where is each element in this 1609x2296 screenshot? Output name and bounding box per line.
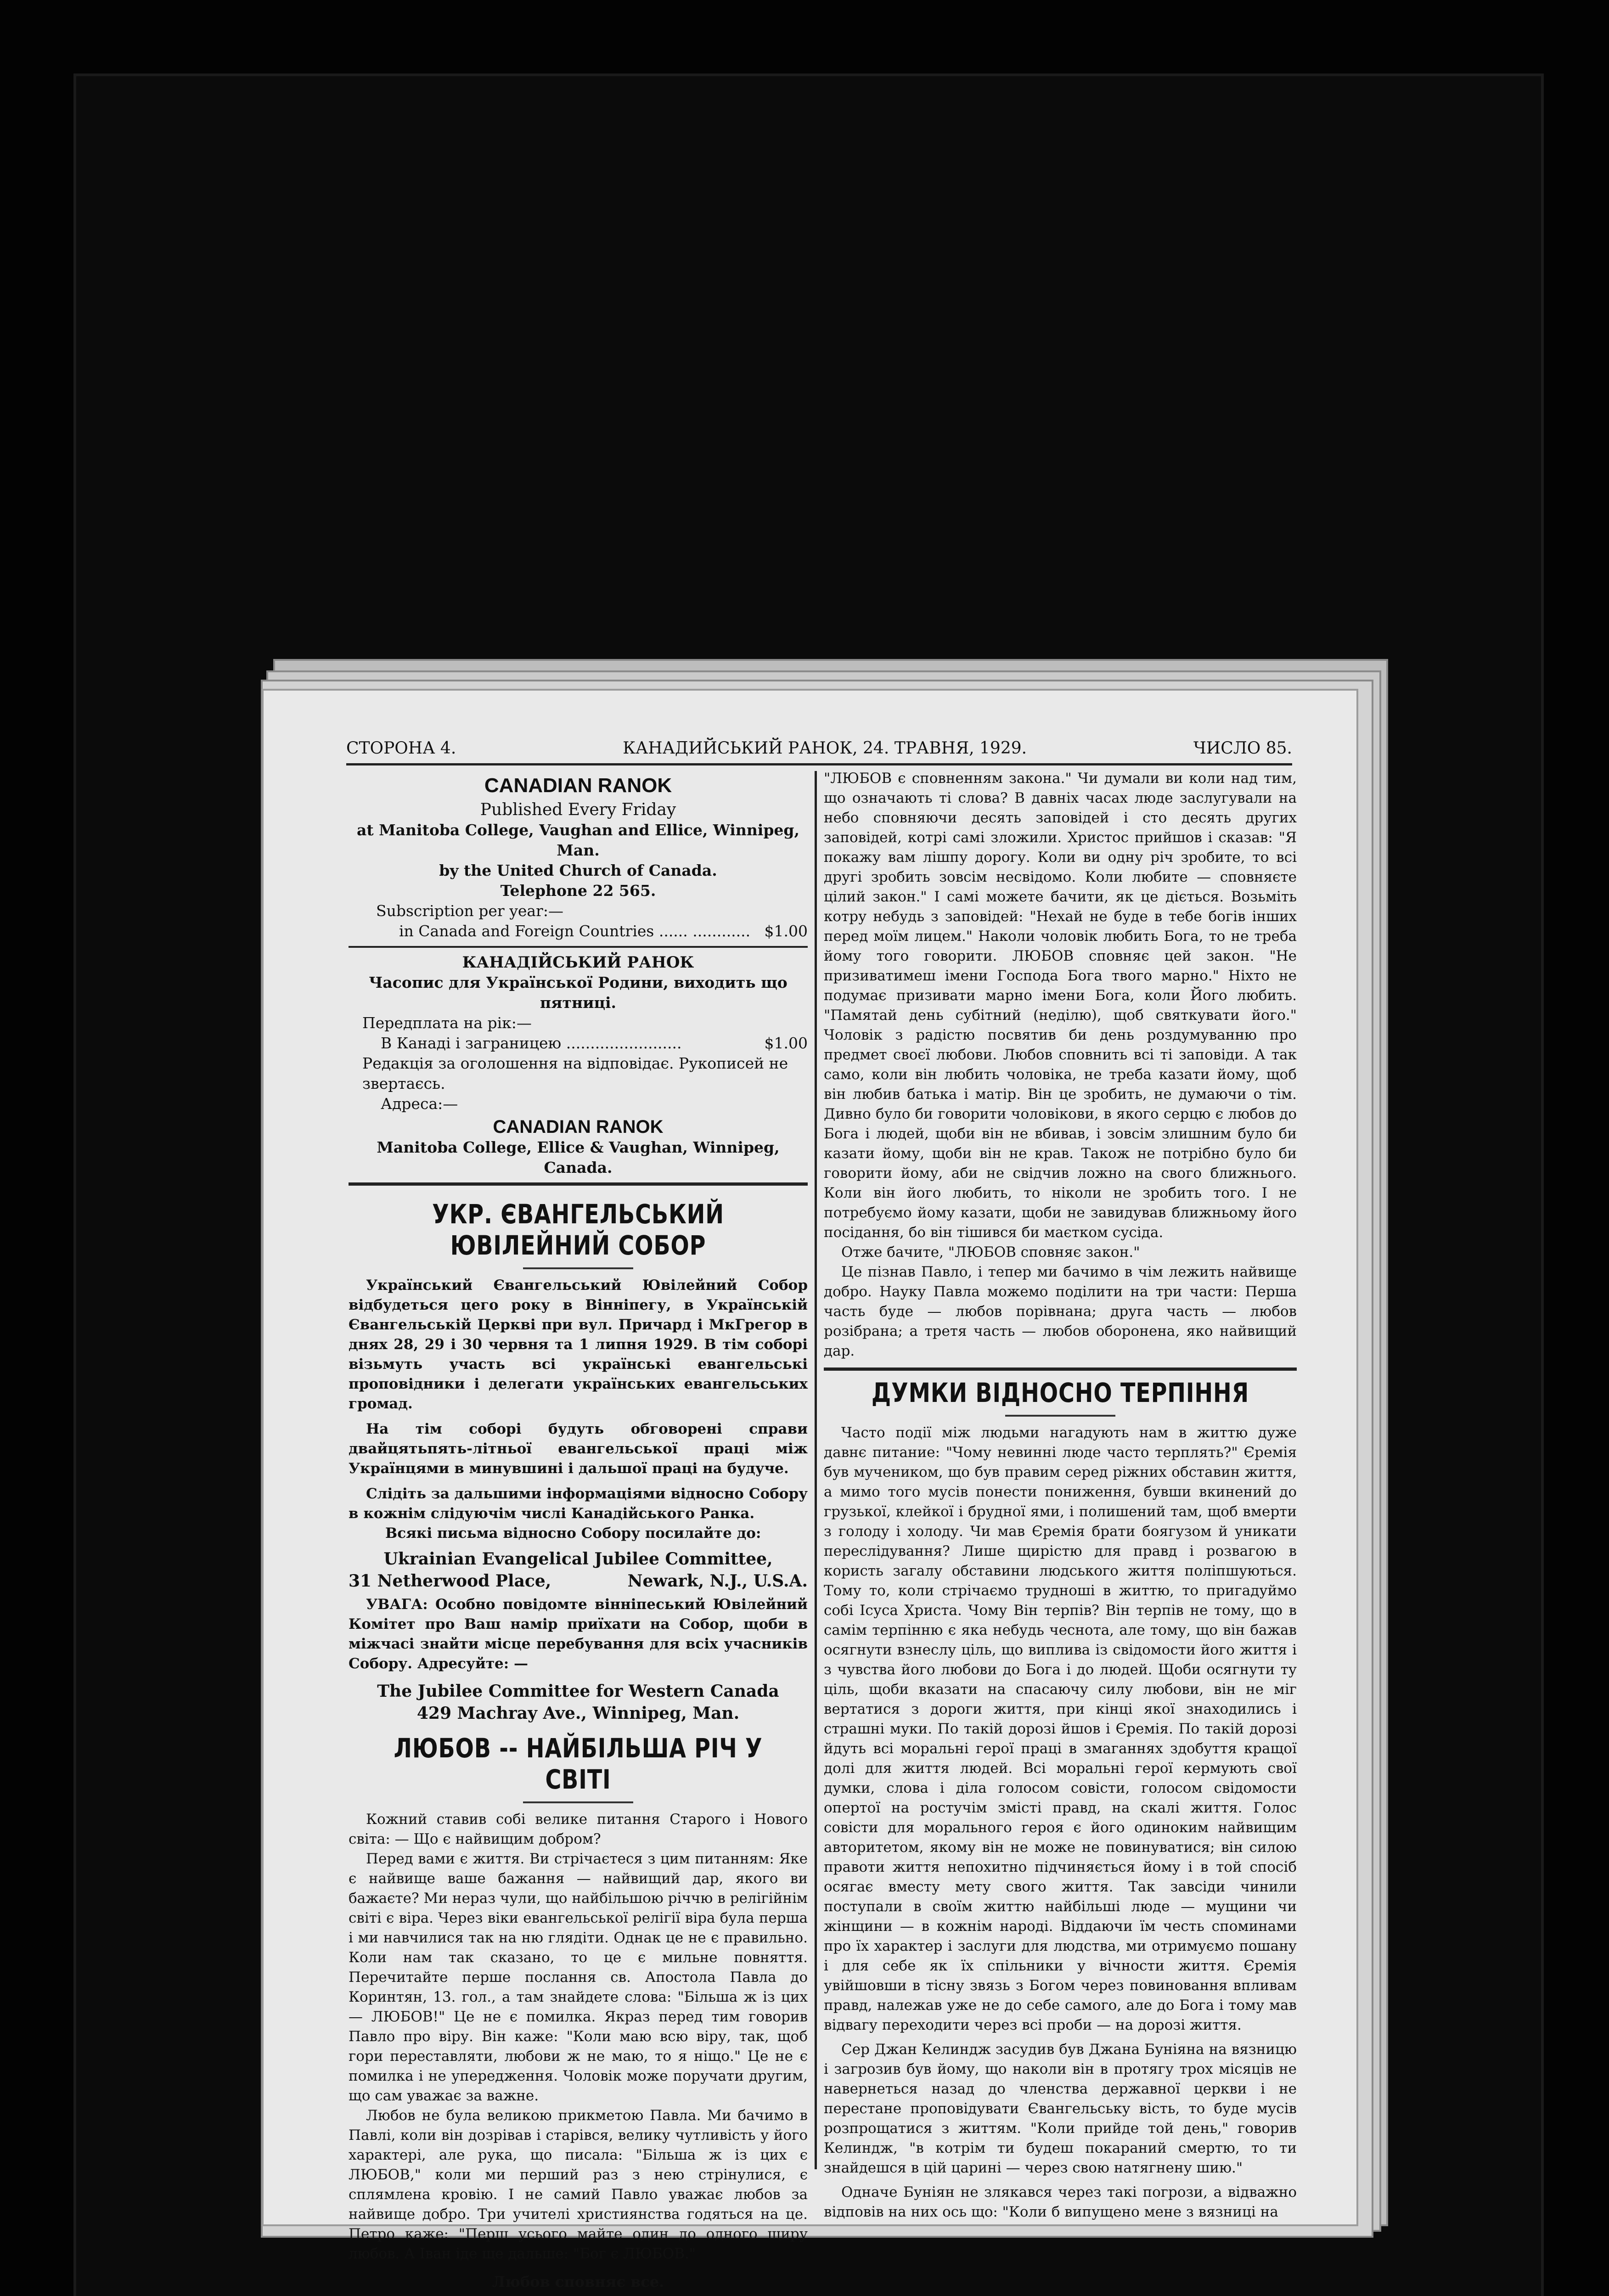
prepay-label: Передплата на рік:— [362,1014,532,1032]
article-paragraph: Сер Джан Келиндж засудив був Джана Буніяна на вязницю і загрозив був йому, що наколи він в протягу трох місяців не навернеться назад до членства державної церкви і не перестане проповідувати Євангельську вість, то буде мусів розпрощатися з життям. "Коли прийде той день," говорив Келиндж, "в котрім ти будеш покараний смертю, то ти знайдешся в цій царині — через свою натягнену шию." [824,2041,1297,2176]
section-subhead: Любов сповняє все. [492,2273,664,2290]
right-column [824,769,1297,2220]
article-paragraph: Всякі письма відносно Собору посилайте до: [385,1525,761,1542]
committee-address-row [349,1570,808,1592]
article-paragraph: УВАГА: Особно повідомте вінніпеський Ювілейний Комітет про Ваш намір приїхати на Собор, щоби в міжчасі знайти місце перебування для всіх учасників Собору. Адресуйте: — [349,1596,808,1672]
editorial-note: Редакція за оголошення на відповідає. Рукописей не звертаєсь. [362,1054,788,1092]
subscription-region: in Canada and Foreign Countries ...... ............ [399,922,751,940]
separator [349,1182,808,1186]
english-masthead [349,774,808,901]
committee-address [349,1548,808,1592]
western-committee-name: The Jubilee Committee for Western Canada [377,1682,779,1701]
address-label: Адреса:— [381,1095,458,1113]
article-paragraph: Український Євангельський Ювілейний Собор відбудеться цего року в Вінніпегу, в Українській Євангельській Церкві при вул. Причард і МкГрегор в днях 28, 29 і 30 червня та 1 липня 1929. В тім соборі візьмуть участь всі українські евангельські проповідники і делегати українських евангельських громад. [349,1277,808,1412]
committee-name: Ukrainian Evangelical Jubilee Committee, [383,1549,773,1569]
article-paragraph: На тім соборі будуть обговорені справи двайцятьпять-літньої евангельської праці між Українцями в минувшині і дальшої праці на будуче. [349,1421,808,1477]
western-committee-address: 429 Machray Ave., Winnipeg, Man. [416,1704,740,1723]
article-headline: ЛЮБОВ -- НАЙБІЛЬША РІЧ У СВІТІ [394,1733,763,1795]
page-label: СТОРОНА 4. [346,738,456,758]
article-suffering [824,1377,1297,2222]
address-line-2: by the United Church of Canada. [439,861,717,879]
prepay-region: В Канаді і заграницею ........................ [381,1034,682,1052]
masthead-dateline: КАНАДИЙСЬКИЙ РАНОК, 24. ТРАВНЯ, 1929. [623,738,1027,758]
left-column [349,769,808,2290]
separator [349,946,808,948]
address-line-1: at Manitoba College, Vaughan and Ellice, Winnipeg, Man. [357,821,799,859]
english-masthead-title: CANADIAN RANOK [484,774,672,797]
headline-rule [1005,1415,1115,1417]
newspaper-page [262,689,1358,2290]
article-headline: УКР. ЄВАНГЕЛЬСЬКИЙ ЮВІЛЕЙНИЙ СОБОР [432,1199,724,1261]
column-divider [815,771,817,2169]
article-headline: ДУМКИ ВІДНОСНО ТЕРПІННЯ [871,1377,1249,1408]
headline-rule [523,1801,633,1803]
subscription-row [376,921,808,941]
footer-masthead-title: CANADIAN RANOK [493,1117,664,1137]
ukrainian-masthead [349,952,808,1178]
footer-masthead-address: Manitoba College, Ellice & Vaughan, Winnipeg, Canada. [377,1138,780,1176]
western-committee [349,1680,808,1724]
ukrainian-masthead-title: КАНАДІЙСЬКИЙ РАНОК [462,953,694,972]
prepay-price: $1.00 [764,1034,808,1052]
telephone-line: Telephone 22 565. [500,882,656,900]
article-paragraph: Кожний ставив собі велике питання Старого і Нового світа: — Що є найвищим добром? [349,1811,808,1847]
separator [824,1367,1297,1371]
article-paragraph-continued: "ЛЮБОВ є сповненням закона." Чи думали ви коли над тим, що означають ті слова? В давніх часах люде заслугували на небо сповняючи десять заповідей і сто десять других заповідей, котрі самі зложили. Христос прийшов і сказав: "Я покажу вам лішпу дорогу. Коли ви одну річ зробите, то всі другі зробить зовсім несвідомо. Коли любите — сповняєте цілий закон." І самі можете бачити, як це діється. Возьміть котру небудь з заповідей: "Нехай не буде в тебе богів інших перед моїм лицем." Наколи чоловік любить Бога, то не треба йому того говорити. ЛЮБОВ сповняє цей закон. "Не призиватимеш імени Господа Бога твого марно." Ніхто не подумає призивати марно імени Бога, коли Його любить. "Памятай день субітний (неділю), щоб святкувати його." Чоловік з радістю посвятив би день роздумуванню про предмет своєї любови. Любов сповнить всі ті заповіди. А так само, коли він любить чоловіка, не треба казати йому, щоб він любив батька і матір. Він це зробить, не думаючи о тім. Дивно було би говорити чоловікови, в якого серцю є любов до Бога і людей, щоби він не вбивав, і зовсім злишним було би казати йому, щоби він не крав. Також не потрібно було би говорити йому, аби не свідчив ложно на свого ближнього. Коли він його любить, то ніколи не зробить того. І не потребуємо йому казати, щоби не завидував ближньому його посідання, бо він тішився би маєтком сусіда. [824,770,1297,1241]
article-love-continued [824,769,1297,1361]
article-paragraph: Отже бачите, "ЛЮБОВ сповняє закон." [841,1244,1140,1261]
article-paragraph: Перед вами є життя. Ви стрічаєтеся з цим питанням: Яке є найвище ваше бажання — найвищий дар, якого ви бажаєте? Ми нераз чули, що найбільшою річчю в релігійнім світі є віра. Через віки евангельської релігії віра була перша і ми навчилися так на ню глядіти. Однак це не є правильно. Коли нам так сказано, то це є мильне повняття. Перечитайте перше послання св. Апостола Павла до Коринтян, 13. гол., а там знайдете слова: "Більша ж із цих — ЛЮБОВ!" Це не є помилка. Якраз перед тим говорив Павло про віру. Він каже: "Коли маю всю віру, так, щоб гори переставляти, любови ж не маю, то я ніщо." Це не є помилка і не упередження. Чоловік може поручати другим, що сам уважає за важне. [349,1851,808,2104]
committee-street: 31 Netherwood Place, [349,1571,551,1591]
issue-number: ЧИСЛО 85. [1193,738,1292,758]
page-header [346,737,1292,765]
headline-rule [523,1267,633,1269]
prepay-row [349,1033,808,1053]
article-paragraph: Любов не була великою прикметою Павла. Ми бачимо в Павлі, коли він дозрівав і старівся, велику чутливість у його характері, але рука, що писала: "Більша ж із цих є ЛЮБОВ," коли ми перший раз з нею стрінулися, є сплямлена кровію. І не самий Павло уважає любов за найвище добро. Три учителі християнства годяться на це. Петро каже: "Перш усього майте один до одного щиру любов. А Іван іде ще дальше: "Бог є ЛЮБОВ." [349,2107,808,2262]
english-subscription [349,901,808,941]
article-paragraph: Це пізнав Павло, і тепер ми бачимо в чім лежить найвище добро. Науку Павла можемо поділити на три части: Перша часть буде — любов порівнана; друга часть — любов розібрана; а третя часть — любов оборонена, яко найвищий дар. [824,1264,1297,1359]
subscription-label: Subscription per year:— [376,902,563,920]
subscription-price: $1.00 [764,922,808,940]
committee-city: Newark, N.J., U.S.A. [627,1571,808,1591]
article-paragraph: Часто події між людьми нагадують нам в життю дуже давнє питание: "Чому невинні люде часто терплять?" Єремія був мучеником, що був правим серед ріжних обставин життя, а мимо того мусів понести пониження, бувши вкинений до грузької, клейкої і брудної ями, і полишений там, щоб вмерти з голоду і холоду. Чи мав Єремія брати боягузом й уникати переслідування? Лише щирістю для правд і розвагою в користь загалу обставини людського життя поліпшуються. Тому то, коли стрічаємо трудноші в життю, то пригадуймо собі Ісуса Христа. Чому Він терпів? Він терпів не тому, що в самім терпінню є яка небудь чеснота, але тому, що він бажав осягнути взнеслу ціль, що виплива із свідомости його життя і з чувства його любови до Бога і до людей. Щоби осягнути ту ціль, щоби вказати на спасаючу силу любови, він не міг вертатися з дороги життя, при кінці якої знаходились і страшні муки. По такій дорозі йшов і Єремія. По такій дорозі йдуть всі моральні герої праці в змаганнях здобуття кращої долі для життя людей. Всі моральні герої кермують свої думки, слова і діла голосом совісти, голосом свідомости опертої на ростучім змісті правд, на скалі життя. Голос совісти для морального героя є його одиноким найвищим авторитетом, якому він не може не повинуватися; він силою правоти життя непохитно підчиняється йому і в той спосіб осягає вместу мету свого життя. Так завсіди чинили поступали в своїм життю найбільші люде — мущини чи жінщини — в кожнім народі. Віддаючи їм честь споминами про їх характер і заслуги для людства, ми отримуємо пошану і для себе як їх спільники у вічности життя. Єремія увійшовши в тісну звязь з Богом через повиновання впливам правд, належав уже не до себе самого, але до Бога і тому мав відвагу переходити через всі проби — на дорозі життя. [824,1424,1297,2033]
published-line: Published Every Friday [480,800,676,819]
article-paragraph: Слідіть за дальшими інформаціями відносно Собору в кожнім слідуючім числі Канадійського Ранка. [349,1486,808,1522]
ukrainian-tagline: Часопис для Української Родини, виходить що пятниці. [369,974,788,1012]
article-jubilee-synod [349,1199,808,1724]
article-love [349,1733,808,2296]
article-paragraph: Одначе Буніян не злякався через такі погрози, а відважно відповів на них ось що: "Коли б випущено мене з вязниці на [824,2184,1297,2220]
